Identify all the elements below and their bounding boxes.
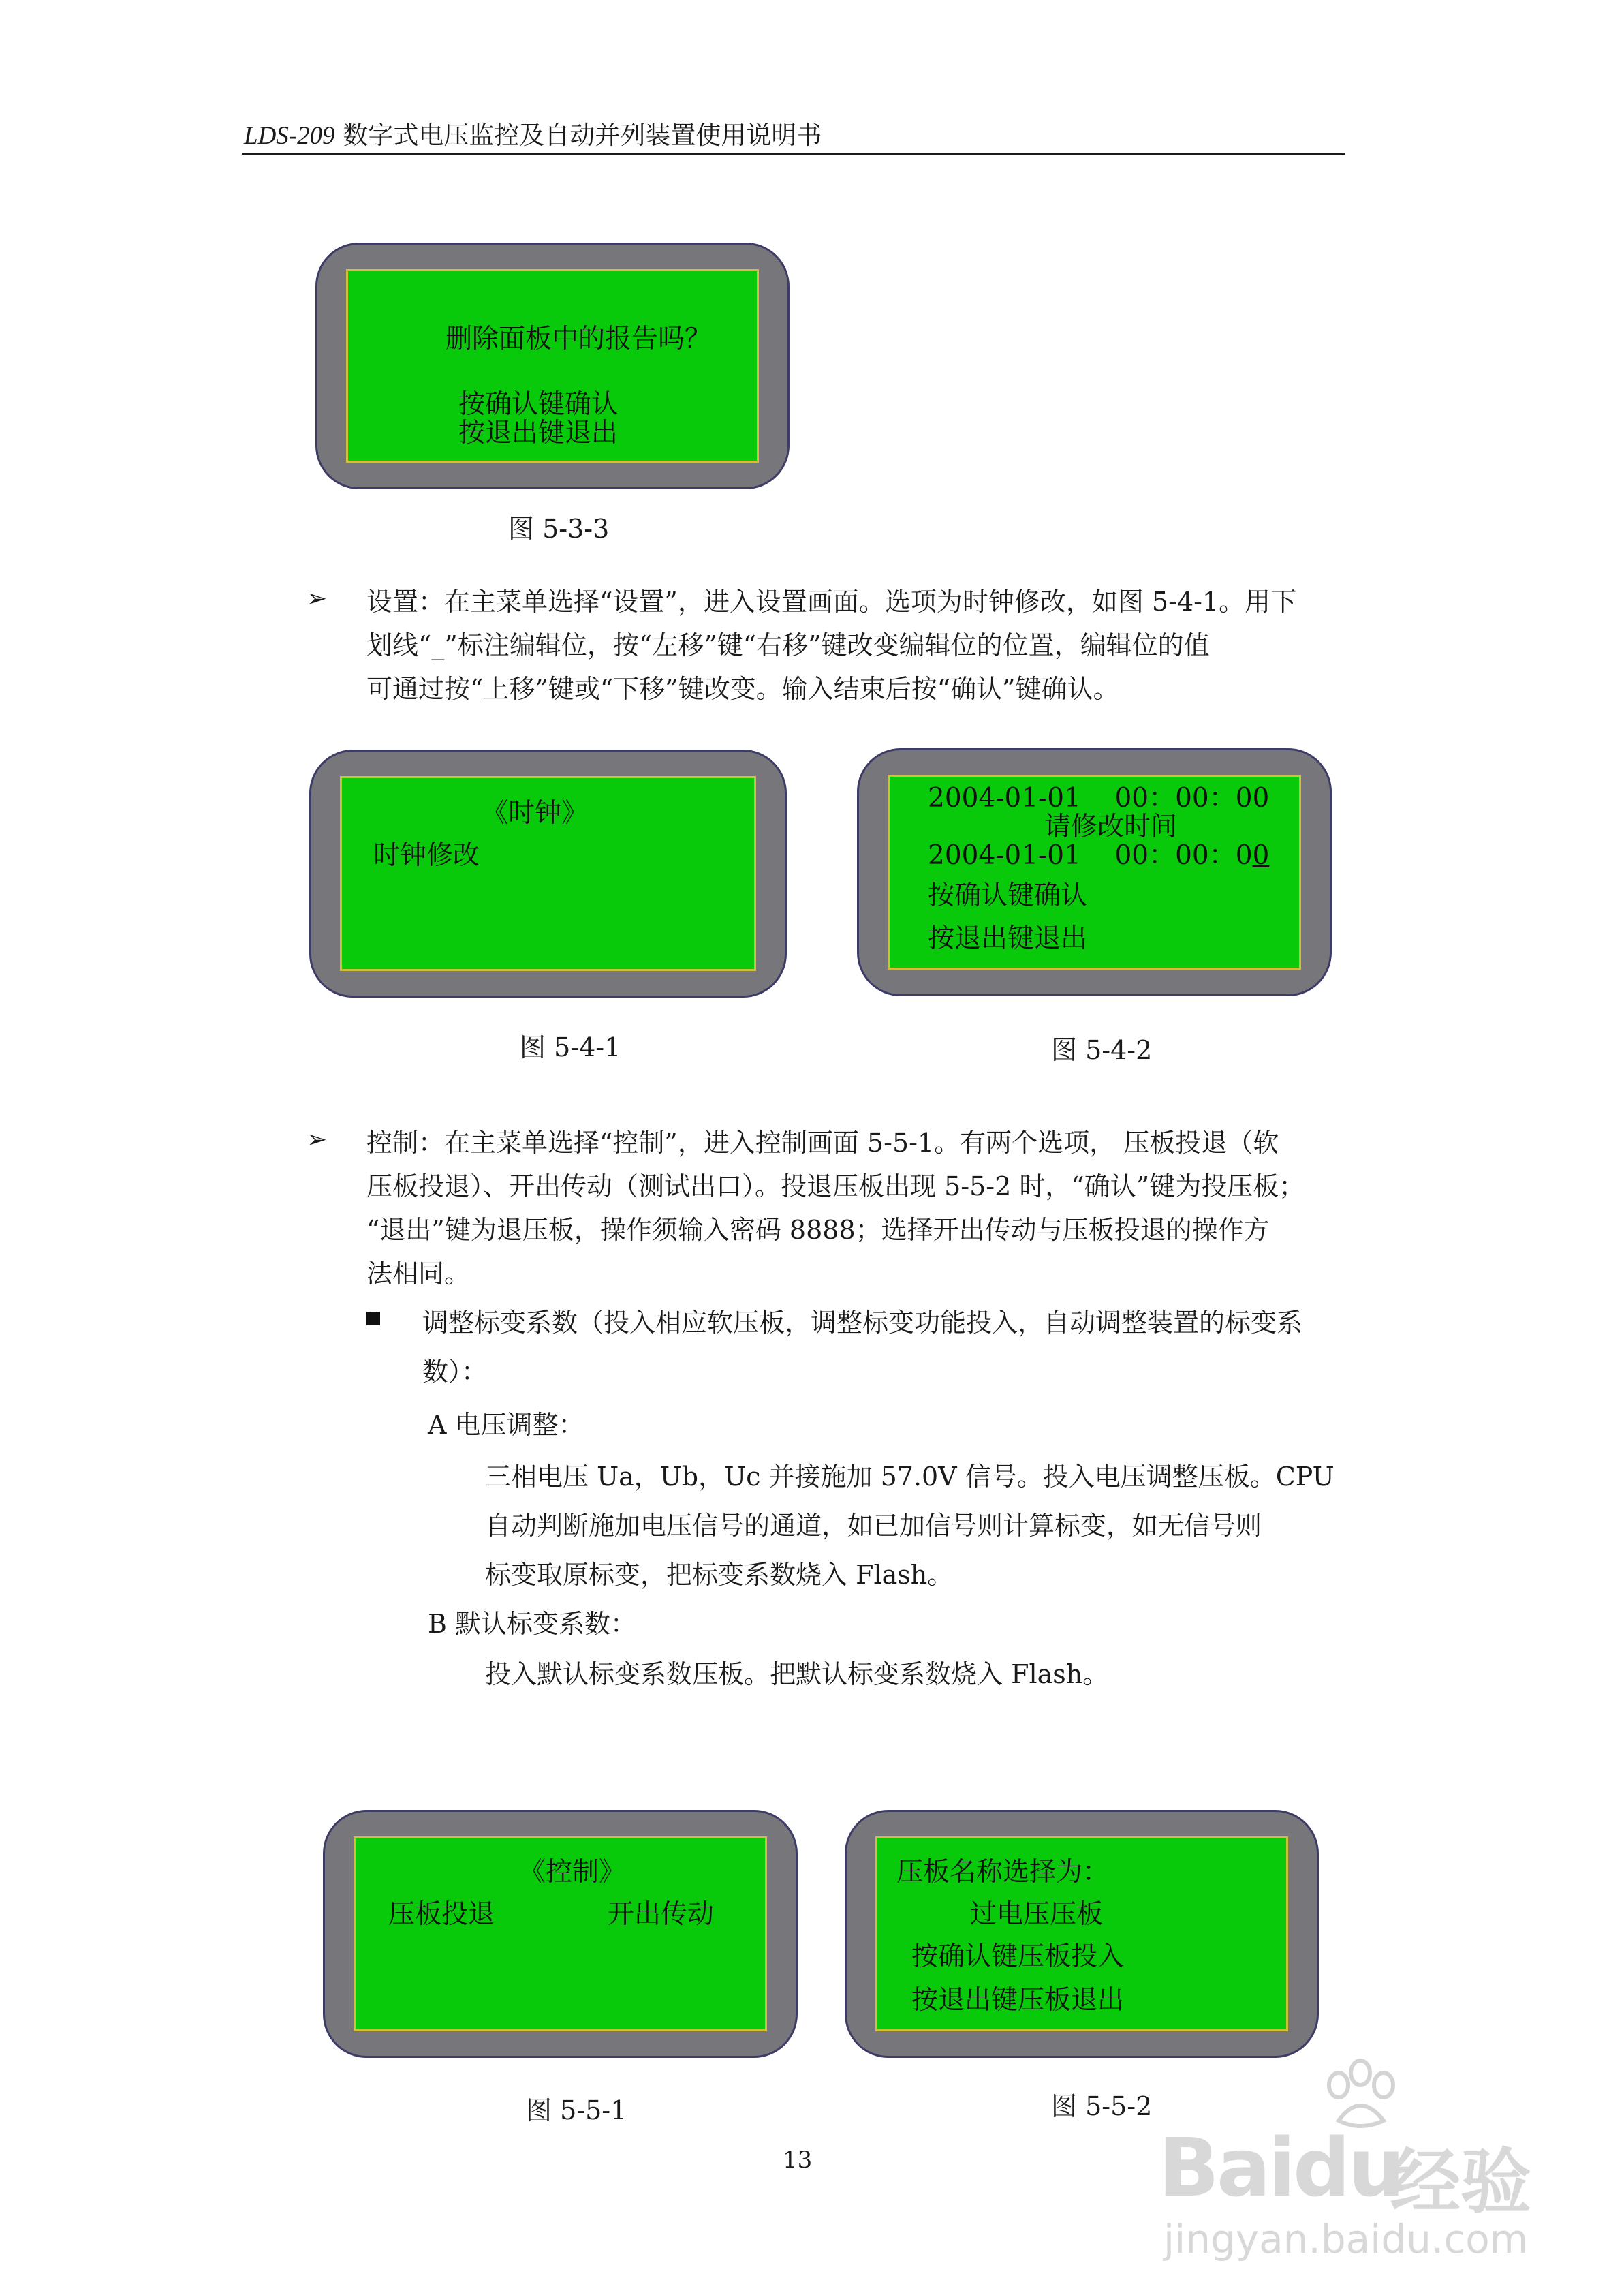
watermark-jingyan: 经验 (1390, 2140, 1532, 2223)
voltage-adjust-label: A 电压调整： (428, 1410, 584, 1440)
page-number: 13 (783, 2146, 813, 2174)
lcd-screen (354, 1836, 767, 2031)
watermark-brand: Bai (1158, 2121, 1294, 2215)
lcd-current-time: 2004-01-01 00：00：00 (928, 783, 1270, 814)
lcd-exit-hint: 按退出键压板退出 (911, 1985, 1125, 2016)
edit-cursor: 0 (1252, 840, 1270, 871)
lcd-edit-prompt: 请修改时间 (1044, 812, 1178, 842)
lcd-panel-5-4-2 (857, 748, 1332, 996)
voltage-adjust-line-3: 标变取原标变，把标变系数烧入 Flash。 (485, 1560, 954, 1590)
voltage-adjust-line-1: 三相电压 Ua，Ub，Uc 并接施加 57.0V 信号。投入电压调整压板。CPU (485, 1462, 1334, 1492)
control-line-2: 压板投退）、开出传动（测试出口）。投退压板出现 5-5-2 时，“确认”键为投压板； (366, 1171, 1305, 1201)
square-bullet (366, 1312, 380, 1325)
lcd-screen (346, 269, 759, 463)
lcd-menu-item-clock: 时钟修改 (373, 840, 480, 871)
document-header (244, 114, 822, 151)
header-code: LDS-209 (244, 122, 335, 150)
lcd-panel-5-5-1 (323, 1810, 798, 2058)
lcd-edit-time (928, 842, 1269, 869)
lcd-screen (875, 1836, 1288, 2031)
settings-line-1: 设置：在主菜单选择“设置”，进入设置画面。选项为时钟修改，如图 5-4-1。用下 (366, 587, 1297, 617)
lcd-platen-name: 过电压压板 (970, 1899, 1104, 1930)
watermark-url: jingyan.baidu.com (1164, 2216, 1529, 2262)
lcd-panel-5-4-1 (309, 750, 787, 998)
edit-time-prefix: 2004-01-01 00：00：0 (928, 840, 1253, 871)
header-rule (242, 153, 1345, 155)
lcd-exit-hint: 按退出键退出 (928, 923, 1088, 954)
lcd-screen (340, 776, 756, 971)
caption-fig-5-4-1: 图 5-4-1 (520, 1032, 621, 1062)
bullet-arrow: ➢ (307, 585, 328, 613)
lcd-panel-5-5-2 (845, 1810, 1319, 2058)
lcd-screen (888, 775, 1301, 970)
watermark-brand-2: du (1293, 2121, 1403, 2215)
settings-line-2: 划线“_”标注编辑位，按“左移”键“右移”键改变编辑位的位置，编辑位的值 (366, 630, 1210, 660)
control-line-3: “退出”键为退压板，操作须输入密码 8888；选择开出传动与压板投退的操作方 (366, 1215, 1270, 1245)
lcd-confirm-hint: 按确认键确认 (458, 389, 619, 420)
control-line-1: 控制：在主菜单选择“控制”，进入控制画面 5-5-1。有两个选项， 压板投退（软 (366, 1128, 1279, 1158)
calib-line-1: 调整标变系数（投入相应软压板，调整标变功能投入，自动调整装置的标变系 (422, 1308, 1303, 1338)
lcd-menu-title: 《时钟》 (482, 798, 589, 829)
lcd-confirm-hint: 按确认键压板投入 (911, 1941, 1125, 1972)
lcd-exit-hint: 按退出键退出 (458, 418, 619, 448)
caption-fig-5-5-2: 图 5-5-2 (1051, 2091, 1153, 2121)
calib-line-2: 数）： (422, 1357, 488, 1387)
voltage-adjust-line-2: 自动判断施加电压信号的通道，如已加信号则计算标变，如无信号则 (485, 1511, 1262, 1541)
header-title: 数字式电压监控及自动并列装置使用说明书 (334, 121, 822, 150)
lcd-menu-item-output: 开出传动 (608, 1899, 715, 1930)
lcd-menu-title: 《控制》 (519, 1857, 626, 1888)
caption-fig-5-5-1: 图 5-5-1 (526, 2095, 627, 2125)
lcd-panel-5-3-3 (315, 243, 790, 489)
lcd-confirm-hint: 按确认键确认 (928, 880, 1088, 911)
lcd-platen-prompt: 压板名称选择为： (896, 1857, 1110, 1888)
default-coeff-line-1: 投入默认标变系数压板。把默认标变系数烧入 Flash。 (485, 1659, 1109, 1689)
caption-fig-5-3-3: 图 5-3-3 (508, 514, 610, 544)
default-coeff-label: B 默认标变系数： (428, 1609, 637, 1639)
settings-line-3: 可通过按“上移”键或“下移”键改变。输入结束后按“确认”键确认。 (366, 674, 1119, 704)
control-line-4: 法相同。 (366, 1259, 471, 1289)
lcd-menu-item-platen: 压板投退 (388, 1899, 495, 1930)
caption-fig-5-4-2: 图 5-4-2 (1051, 1035, 1153, 1065)
lcd-prompt: 删除面板中的报告吗？ (446, 324, 712, 354)
bullet-arrow: ➢ (307, 1126, 328, 1154)
